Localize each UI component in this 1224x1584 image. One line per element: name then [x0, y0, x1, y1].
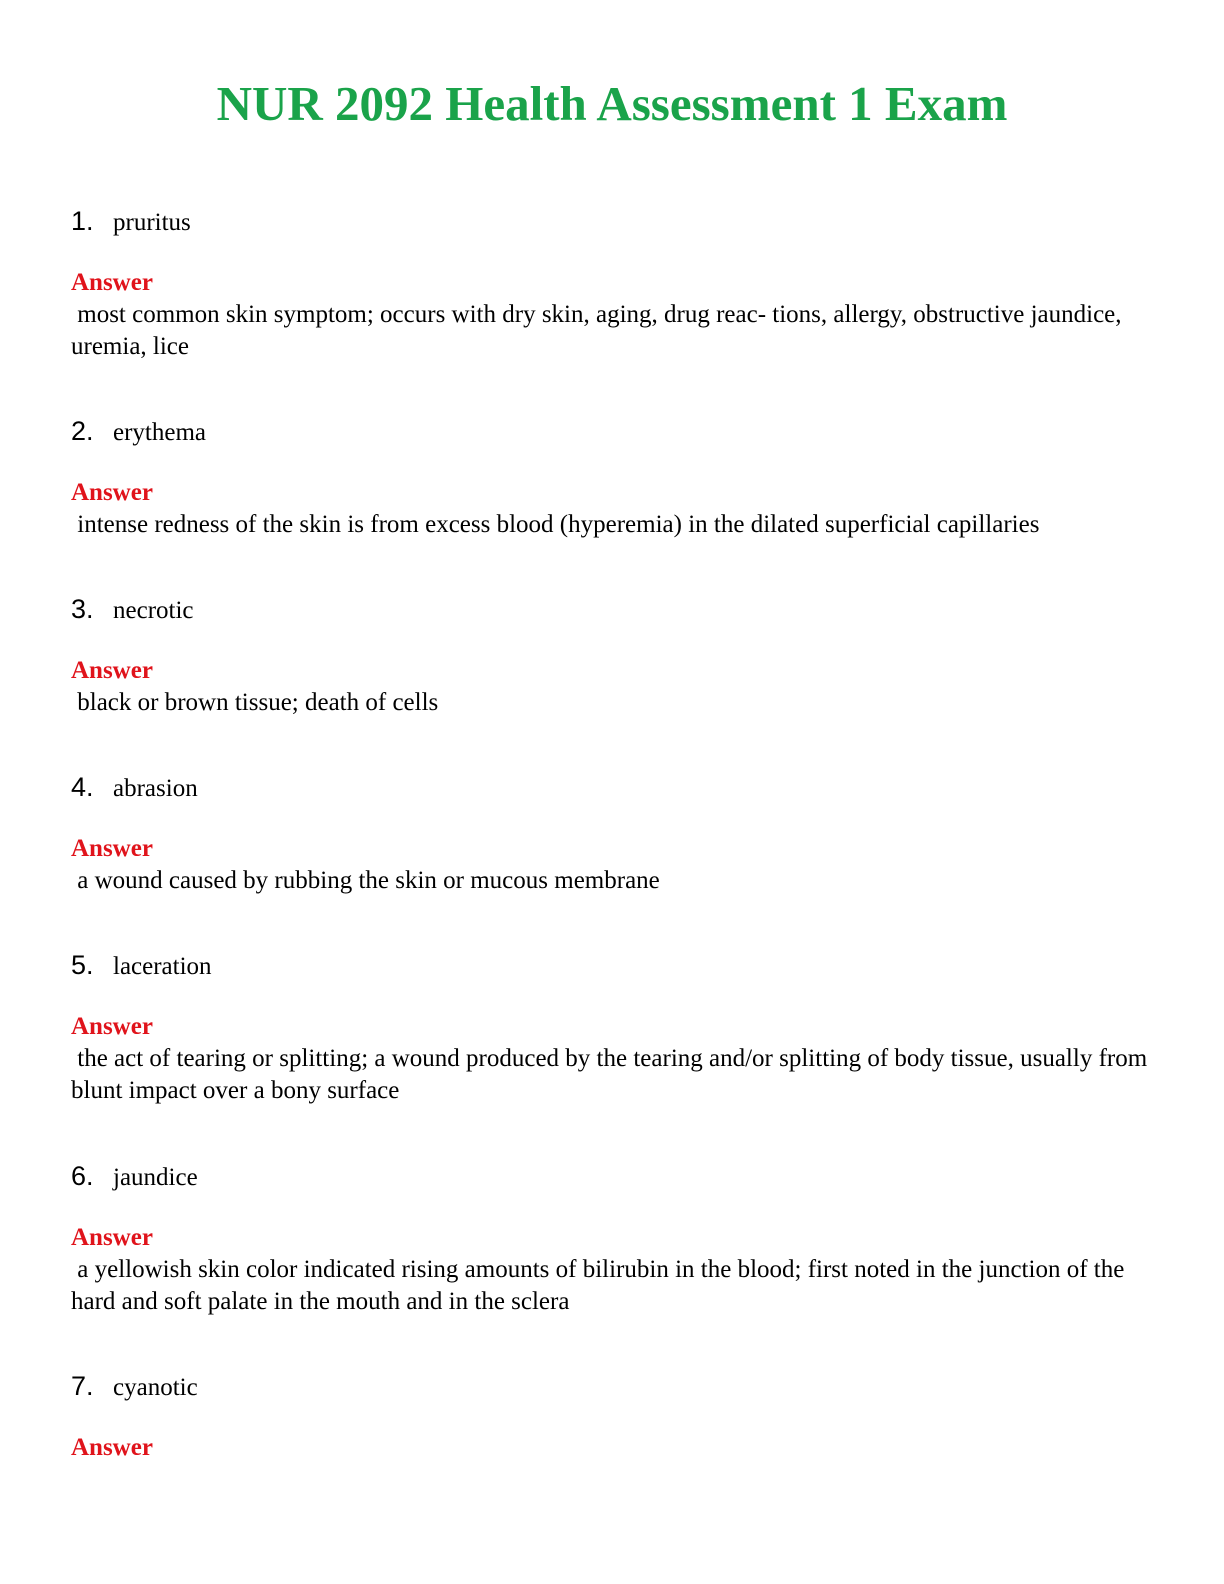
question-row: [71, 950, 1151, 982]
answer-label: Answer: [71, 1434, 153, 1461]
answer-label: Answer: [71, 1224, 153, 1251]
question-item-3: [71, 594, 1151, 719]
question-row: [71, 416, 1151, 448]
question-number: 4.: [71, 772, 94, 802]
question-row: [71, 772, 1151, 804]
answer-label: Answer: [71, 657, 153, 684]
question-number: 7.: [71, 1371, 94, 1401]
answer-label: Answer: [71, 479, 153, 506]
question-term: laceration: [113, 953, 212, 980]
question-item-7: [71, 1371, 1151, 1464]
question-row: [71, 206, 1151, 238]
question-row: [71, 1161, 1151, 1193]
answer-text: a yellowish skin color indicated rising amounts of bilirubin in the blood; first noted in the junction of the hard and soft palate in the mouth and in the sclera: [71, 1256, 1131, 1315]
question-number: 3.: [71, 594, 94, 624]
question-term: erythema: [113, 419, 207, 446]
question-term: cyanotic: [113, 1374, 198, 1401]
question-term: jaundice: [113, 1164, 198, 1191]
question-item-4: [71, 772, 1151, 897]
answer-label: Answer: [71, 1013, 153, 1040]
question-item-6: [71, 1161, 1151, 1318]
question-term: abrasion: [113, 775, 198, 802]
answer-text: a wound caused by rubbing the skin or mucous membrane: [71, 867, 660, 894]
question-number: 6.: [71, 1161, 94, 1191]
question-term: necrotic: [113, 597, 194, 624]
question-row: [71, 594, 1151, 626]
page-title: NUR 2092 Health Assessment 1 Exam: [216, 76, 1008, 131]
answer-label: Answer: [71, 269, 153, 296]
question-term: pruritus: [113, 209, 191, 236]
answer-label: Answer: [71, 835, 153, 862]
answer-text: black or brown tissue; death of cells: [71, 689, 439, 716]
answer-text: intense redness of the skin is from excess blood (hyperemia) in the dilated superficial capillaries: [71, 511, 1040, 538]
answer-text: the act of tearing or splitting; a wound produced by the tearing and/or splitting of body tissue, usually from blunt impact over a bony surface: [71, 1045, 1154, 1104]
question-item-5: [71, 950, 1154, 1107]
question-row: [71, 1371, 1151, 1403]
question-item-2: [71, 416, 1151, 541]
question-number: 2.: [71, 416, 94, 446]
question-number: 5.: [71, 950, 94, 980]
answer-text: most common skin symptom; occurs with dry skin, aging, drug reac- tions, allergy, obstructive jaundice, uremia, lice: [71, 301, 1128, 360]
question-number: 1.: [71, 206, 94, 236]
question-item-1: [71, 206, 1151, 363]
